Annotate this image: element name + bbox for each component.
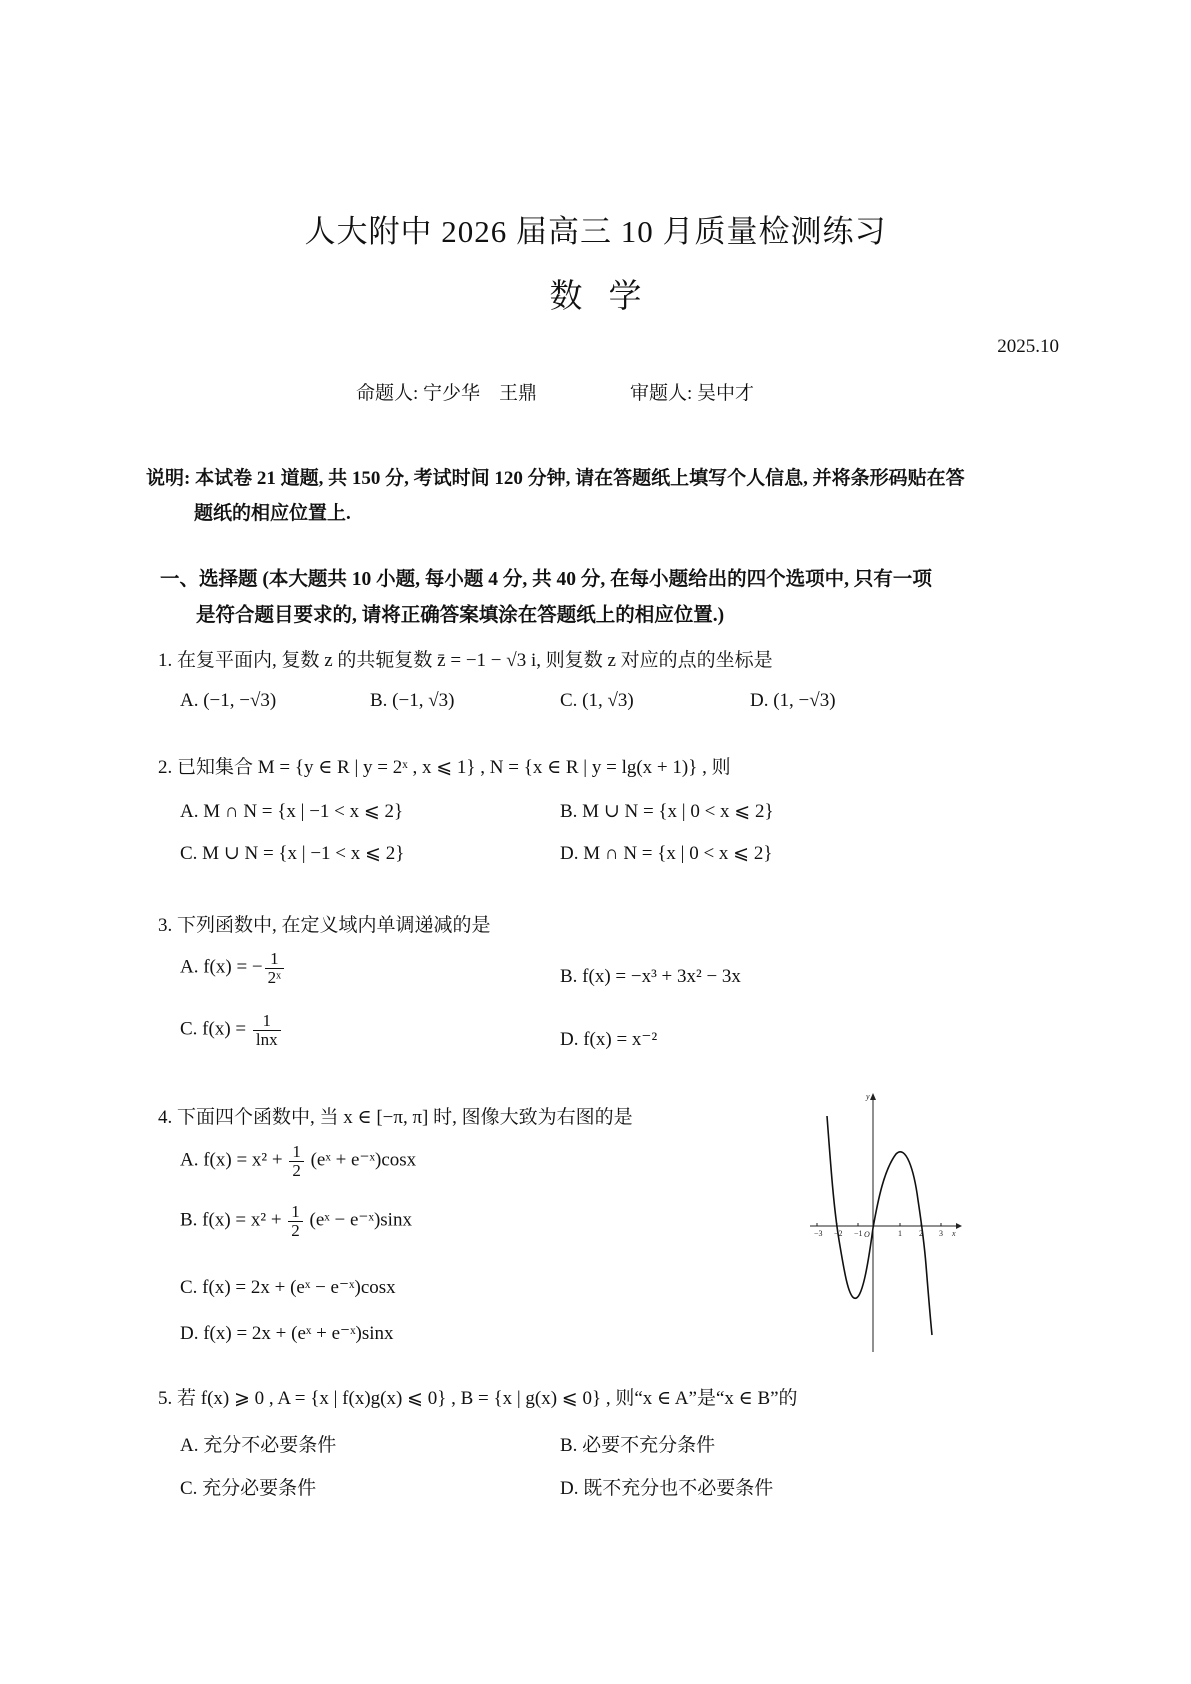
question-number: 2. [158, 757, 173, 778]
fraction-numerator: 1 [288, 1203, 303, 1222]
q1-option-c[interactable]: C. (1, √3) [560, 690, 634, 711]
q1-option-b[interactable]: B. (−1, √3) [370, 690, 455, 711]
question-stem: 下面四个函数中, 当 x ∈ [−π, π] 时, 图像大致为右图的是 [177, 1107, 633, 1128]
fraction-denominator: lnx [255, 1029, 278, 1049]
q1-option-d[interactable]: D. (1, −√3) [750, 690, 836, 711]
fraction [253, 1012, 281, 1049]
question-3 [158, 910, 491, 937]
svg-text:O: O [864, 1230, 870, 1239]
instructions-line-1: 说明: 本试卷 21 道题, 共 150 分, 考试时间 120 分钟, 请在答题纸上填写个人信息, 并将条形码贴在答 [146, 468, 965, 489]
fraction-numerator: 1 [289, 1143, 304, 1162]
instructions-line-2: 题纸的相应位置上. [194, 503, 351, 524]
question-number: 1. [158, 650, 173, 671]
q4-option-d[interactable]: D. f(x) = 2x + (eˣ + e⁻ˣ)sinx [180, 1323, 394, 1344]
q3-option-a[interactable] [180, 950, 286, 987]
question-stem: 已知集合 M = {y ∈ R | y = 2ˣ , x ⩽ 1} , N = {x ∈ R | y = lg(x + 1)} , 则 [177, 757, 731, 778]
svg-text:1: 1 [898, 1229, 902, 1238]
question-1 [158, 645, 773, 672]
q3-option-d[interactable]: D. f(x) = x⁻² [560, 1029, 658, 1050]
svg-text:x: x [952, 1229, 956, 1238]
q4-option-b[interactable] [180, 1203, 412, 1240]
q2-option-a[interactable]: A. M ∩ N = {x | −1 < x ⩽ 2} [180, 801, 404, 822]
function-graph [806, 1090, 976, 1360]
q5-option-b[interactable]: B. 必要不充分条件 [560, 1435, 716, 1456]
svg-text:y: y [866, 1092, 870, 1101]
question-stem: 下列函数中, 在定义域内单调递减的是 [177, 915, 491, 936]
svg-text:−3: −3 [814, 1229, 823, 1238]
q4-option-c[interactable]: C. f(x) = 2x + (eˣ − e⁻ˣ)cosx [180, 1277, 396, 1298]
svg-text:−2: −2 [834, 1229, 843, 1238]
q2-option-c[interactable]: C. M ∪ N = {x | −1 < x ⩽ 2} [180, 843, 405, 864]
subject-title: 数学 [549, 279, 668, 315]
option-label: C. f(x) = [180, 1018, 251, 1040]
fraction-denominator: 2 [292, 1160, 301, 1180]
question-4 [158, 1102, 633, 1129]
option-tail: (eˣ − e⁻ˣ)sinx [304, 1209, 412, 1231]
q2-option-d[interactable]: D. M ∩ N = {x | 0 < x ⩽ 2} [560, 843, 773, 864]
option-label: A. f(x) = x² + [180, 1149, 288, 1171]
q3-option-c[interactable] [180, 1012, 283, 1049]
reviewer: 审题人: 吴中才 [630, 383, 755, 404]
fraction-denominator: 2 [291, 1220, 300, 1240]
fraction [288, 1203, 303, 1240]
fraction-numerator: 1 [253, 1012, 281, 1031]
authors: 命题人: 宁少华 王鼎 [356, 383, 538, 404]
question-number: 5. [158, 1388, 173, 1409]
question-stem: 若 f(x) ⩾ 0 , A = {x | f(x)g(x) ⩽ 0} , B = {x | g(x) ⩽ 0} , 则“x ∈ A”是“x ∈ B”的 [177, 1388, 798, 1409]
fraction-denominator: 2ˣ [267, 967, 282, 987]
svg-text:−1: −1 [854, 1229, 863, 1238]
instructions [146, 461, 965, 531]
q1-option-a[interactable]: A. (−1, −√3) [180, 690, 277, 711]
q4-option-a[interactable] [180, 1143, 416, 1180]
section-heading-line-1: 一、选择题 (本大题共 10 小题, 每小题 4 分, 共 40 分, 在每小题给出的四个选项中, 只有一项 [160, 569, 932, 590]
section-heading [160, 562, 932, 634]
question-number: 3. [158, 915, 173, 936]
option-tail: (eˣ + e⁻ˣ)cosx [305, 1149, 417, 1171]
q5-option-d[interactable]: D. 既不充分也不必要条件 [560, 1478, 774, 1499]
cubic-curve-graph [806, 1090, 976, 1360]
q3-option-b[interactable]: B. f(x) = −x³ + 3x² − 3x [560, 966, 741, 987]
exam-title: 人大附中 2026 届高三 10 月质量检测练习 [304, 214, 887, 249]
svg-text:3: 3 [939, 1229, 943, 1238]
question-5 [158, 1383, 798, 1410]
question-2 [158, 752, 731, 779]
option-label: A. f(x) = − [180, 956, 263, 978]
q5-option-a[interactable]: A. 充分不必要条件 [180, 1435, 337, 1456]
fraction [289, 1143, 304, 1180]
q5-option-c[interactable]: C. 充分必要条件 [180, 1478, 317, 1499]
option-label: B. f(x) = x² + [180, 1209, 287, 1231]
fraction [265, 950, 284, 987]
section-heading-line-2: 是符合题目要求的, 请将正确答案填涂在答题纸上的相应位置.) [196, 605, 725, 626]
question-number: 4. [158, 1107, 173, 1128]
fraction-numerator: 1 [265, 950, 284, 969]
svg-text:2: 2 [919, 1229, 923, 1238]
q2-option-b[interactable]: B. M ∪ N = {x | 0 < x ⩽ 2} [560, 801, 774, 822]
question-stem: 在复平面内, 复数 z 的共轭复数 z̄ = −1 − √3 i, 则复数 z 对应的点的坐标是 [177, 650, 773, 671]
exam-date: 2025.10 [997, 336, 1059, 357]
